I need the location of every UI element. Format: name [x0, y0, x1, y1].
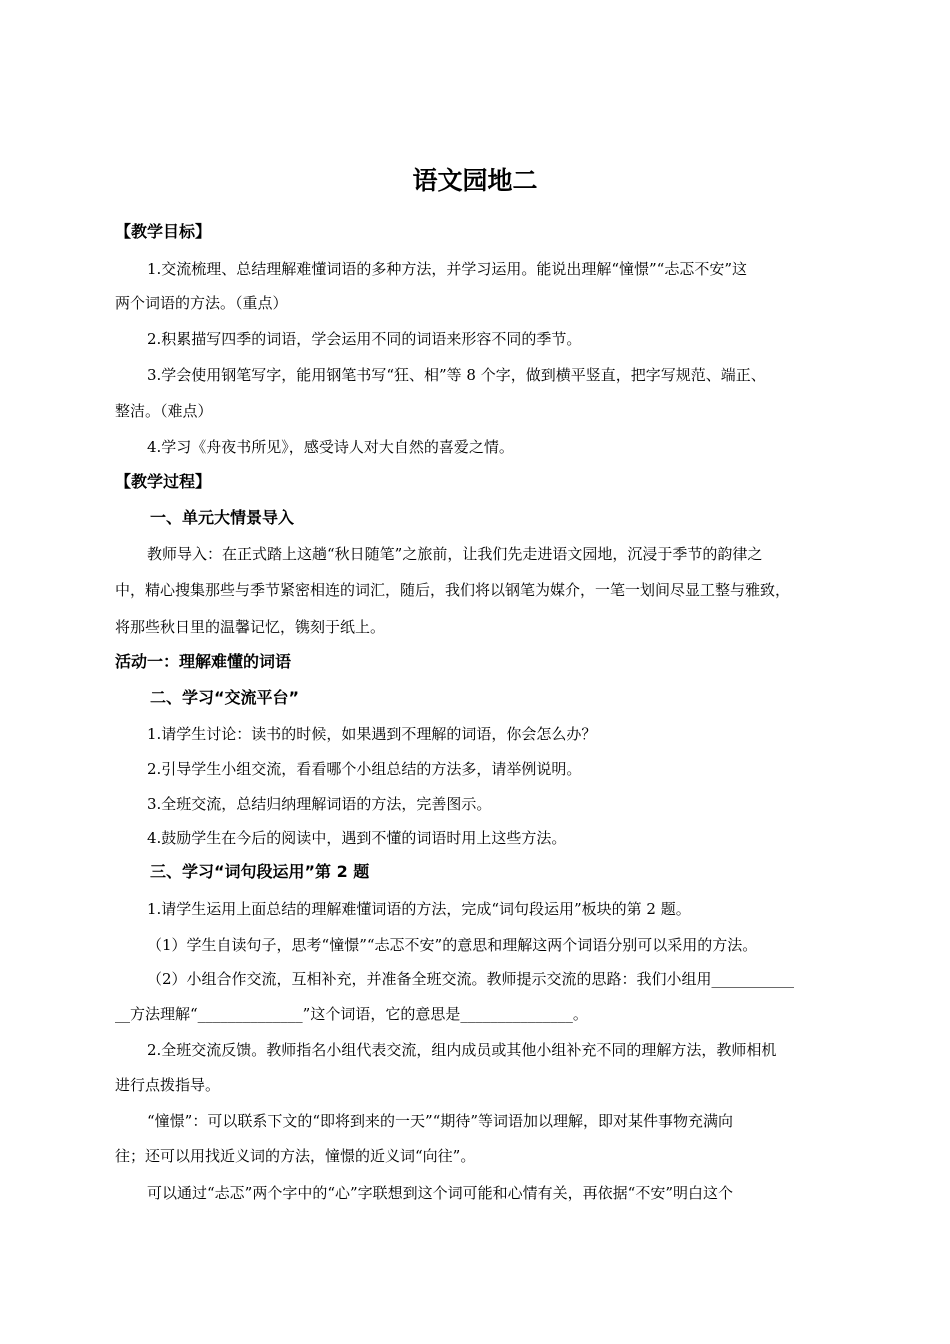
section-heading-process: 【教学过程】: [115, 472, 212, 491]
objective-4: 4.学习《舟夜书所见》，感受诗人对大自然的喜爱之情。: [147, 438, 514, 456]
objective-3-line-1: 3.学会使用钢笔写字，能用钢笔书写“狂、相”等 8 个字，做到横平竖直，把字写规范、端正、: [147, 366, 766, 384]
task-1-b-line-1: （2）小组合作交流，互相补充，并准备全班交流。教师提示交流的思路：我们小组用___________: [147, 970, 795, 988]
task-1-b-line-2: __方法理解“______________”这个词语，它的意思是_______________。: [115, 1005, 588, 1023]
objective-2: 2.积累描写四季的词语，学会运用不同的词语来形容不同的季节。: [147, 330, 582, 348]
objective-1-line-2: 两个词语的方法。（重点）: [115, 294, 288, 312]
subheading-1: 一、单元大情景导入: [150, 508, 295, 527]
task-1-a: （1）学生自读句子，思考“憧憬”“忐忑不安”的意思和理解这两个词语分别可以采用的方法。: [147, 936, 758, 954]
section-heading-objectives: 【教学目标】: [115, 222, 212, 241]
explanation-2-line-1: 可以通过“忐忑”两个字中的“心”字联想到这个词可能和心情有关，再依据“不安”明白这个: [147, 1184, 734, 1202]
step-1: 1.请学生讨论：读书的时候，如果遇到不理解的词语，你会怎么办？: [147, 725, 597, 743]
activity-heading: 活动一：理解难懂的词语: [115, 652, 292, 671]
task-2-line-1: 2.全班交流反馈。教师指名小组代表交流，组内成员或其他小组补充不同的理解方法，教师相机: [147, 1041, 777, 1059]
objective-1-line-1: 1.交流梳理、总结理解难懂词语的多种方法，并学习运用。能说出理解“憧憬”“忐忑不安”这: [147, 260, 747, 278]
subheading-3: 三、学习“词句段运用”第 2 题: [150, 862, 370, 881]
intro-line-2: 中，精心搜集那些与季节紧密相连的词汇，随后，我们将以钢笔为媒介，一笔一划间尽显工整与雅致，: [115, 581, 791, 599]
page-title: 语文园地二: [412, 166, 538, 195]
objective-3-line-2: 整洁。（难点）: [115, 402, 213, 420]
task-2-line-2: 进行点拨指导。: [115, 1076, 221, 1094]
intro-line-1: 教师导入：在正式踏上这趟“秋日随笔”之旅前，让我们先走进语文园地，沉浸于季节的韵律之: [147, 545, 763, 563]
step-3: 3.全班交流，总结归纳理解词语的方法，完善图示。: [147, 795, 492, 813]
step-4: 4.鼓励学生在今后的阅读中，遇到不懂的词语时用上这些方法。: [147, 829, 567, 847]
explanation-1-line-2: 往；还可以用找近义词的方法，憧憬的近义词“向往”。: [115, 1147, 476, 1165]
step-2: 2.引导学生小组交流，看看哪个小组总结的方法多，请举例说明。: [147, 760, 582, 778]
intro-line-3: 将那些秋日里的温馨记忆，镌刻于纸上。: [115, 618, 386, 636]
task-1: 1.请学生运用上面总结的理解难懂词语的方法，完成“词句段运用”板块的第 2 题。: [147, 900, 691, 918]
subheading-2: 二、学习“交流平台”: [150, 688, 300, 707]
explanation-1-line-1: “憧憬”：可以联系下文的“即将到来的一天”“期待”等词语加以理解，即对某件事物充满向: [147, 1112, 734, 1130]
